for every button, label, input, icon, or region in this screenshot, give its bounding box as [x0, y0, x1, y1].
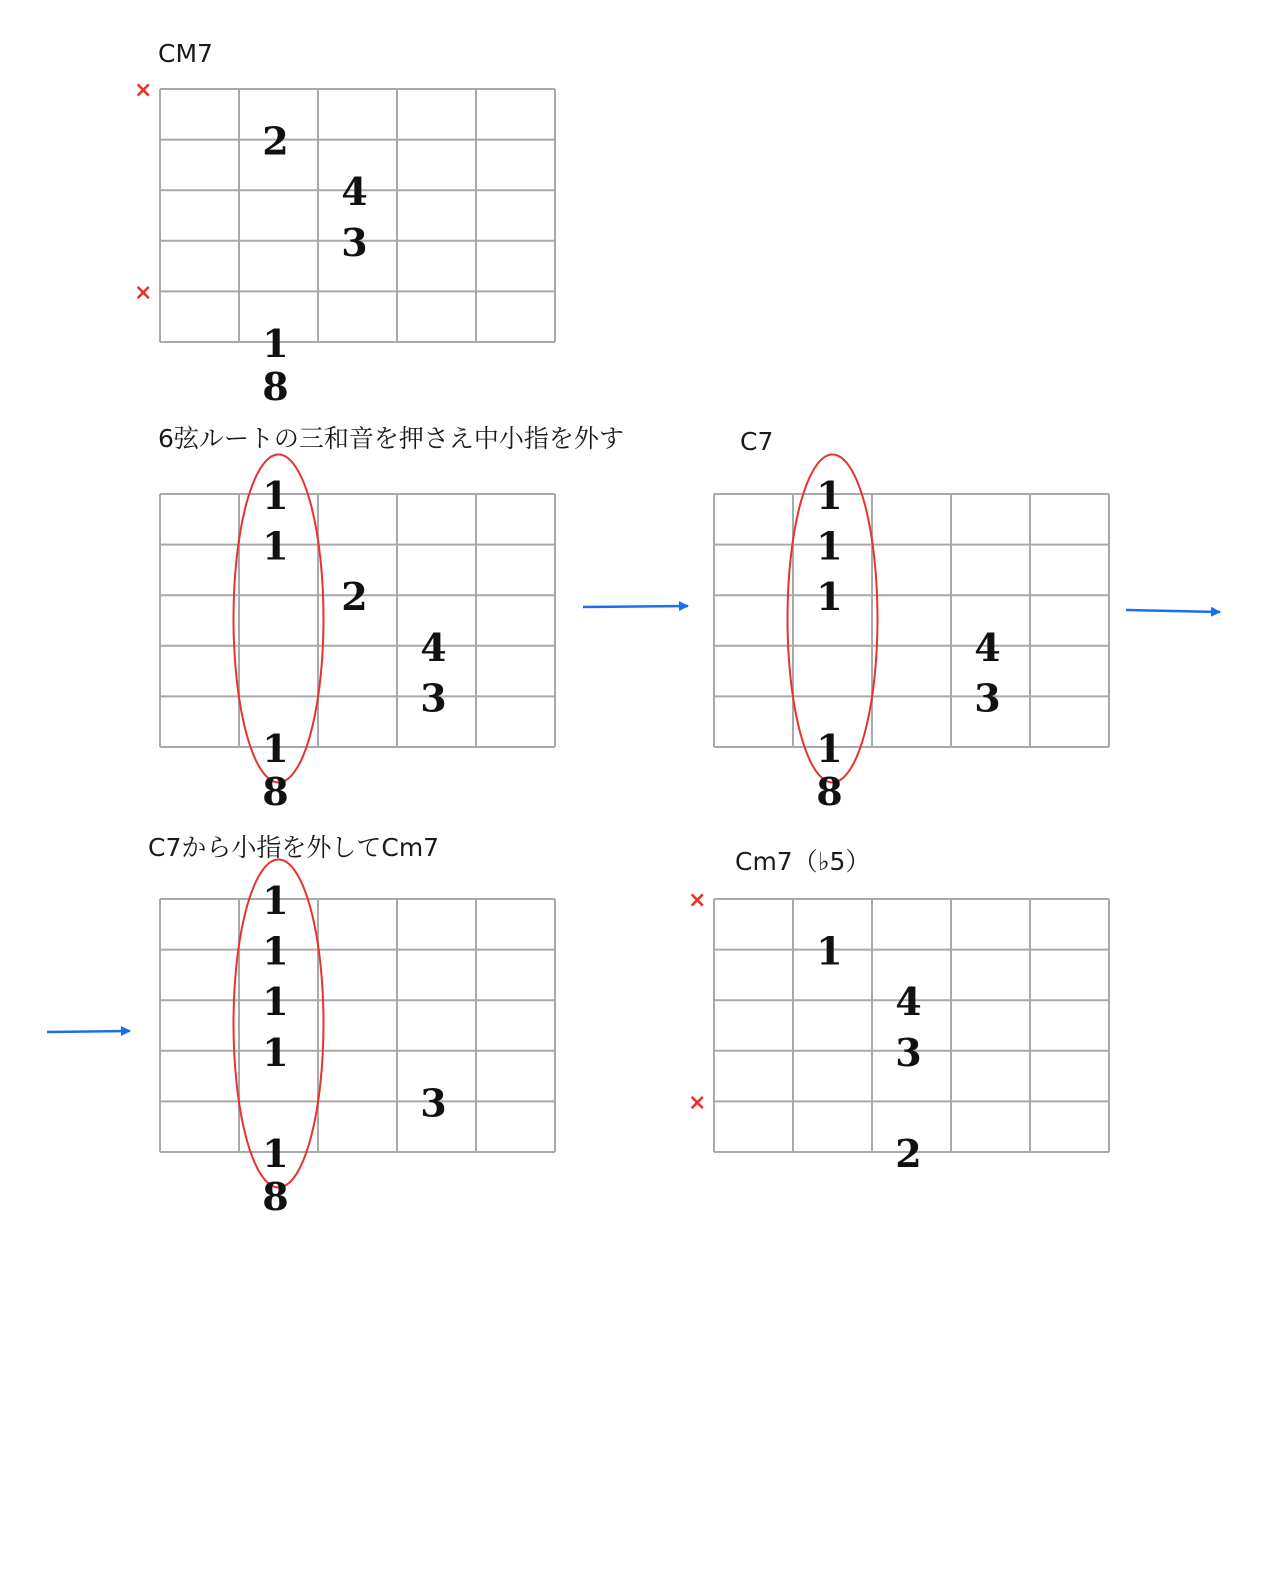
chord-diagram-cm7 — [148, 833, 555, 1219]
finger-number: 2 — [262, 118, 289, 164]
finger-number: 1 — [262, 321, 289, 366]
fretboard-grid — [160, 494, 555, 747]
progression-arrow-icon — [47, 1031, 130, 1032]
fretboard-grid — [714, 494, 1109, 747]
finger-number: 1 — [816, 726, 843, 771]
finger-number: 1 — [262, 473, 289, 518]
chord-diagram-c7 — [714, 427, 1109, 814]
finger-number: 3 — [895, 1029, 922, 1075]
fret-position-number: 8 — [816, 769, 843, 814]
progression-arrow-icon — [1126, 610, 1220, 612]
finger-number: 1 — [262, 878, 289, 923]
fret-position-number: 8 — [262, 1174, 289, 1219]
finger-number: 3 — [974, 675, 1001, 721]
finger-number: 1 — [816, 928, 843, 974]
fretboard-grid — [160, 89, 555, 342]
chord-diagram-triad — [158, 424, 624, 814]
mute-x-icon: × — [134, 280, 153, 306]
finger-number: 1 — [262, 1131, 289, 1176]
chord-title: C7から小指を外してCm7 — [148, 833, 440, 862]
finger-number: 1 — [816, 473, 843, 518]
fret-position-number: 8 — [262, 364, 289, 409]
fretboard-grid — [160, 899, 555, 1152]
fretboard-grid — [714, 899, 1109, 1152]
chord-diagram-cm7b5 — [688, 847, 1109, 1176]
chord-title: 6弦ルートの三和音を押さえ中小指を外す — [158, 424, 624, 453]
finger-number: 4 — [974, 624, 1001, 670]
fret-position-number: 8 — [262, 769, 289, 814]
finger-number: 1 — [816, 574, 843, 620]
finger-number: 4 — [341, 169, 368, 215]
finger-number: 4 — [420, 624, 447, 670]
finger-number: 1 — [262, 523, 289, 569]
finger-number: 4 — [895, 979, 922, 1025]
finger-number: 1 — [262, 726, 289, 771]
finger-number: 3 — [341, 219, 368, 265]
finger-number: 1 — [262, 979, 289, 1025]
finger-number: 2 — [341, 574, 368, 620]
mute-x-icon: × — [688, 1090, 707, 1116]
finger-number: 3 — [420, 675, 447, 721]
mute-x-icon: × — [134, 78, 153, 103]
chord-diagram-cmaj7 — [134, 39, 555, 409]
finger-number: 1 — [262, 928, 289, 974]
chord-title: Cm7（♭5） — [735, 847, 871, 876]
chord-title: C7 — [740, 427, 774, 456]
finger-number: 1 — [816, 523, 843, 569]
finger-number: 1 — [262, 1029, 289, 1075]
progression-arrow-icon — [583, 606, 688, 607]
finger-number: 3 — [420, 1080, 447, 1126]
mute-x-icon: × — [688, 888, 707, 913]
finger-number: 2 — [895, 1131, 922, 1176]
chord-title: CM7 — [158, 39, 213, 68]
